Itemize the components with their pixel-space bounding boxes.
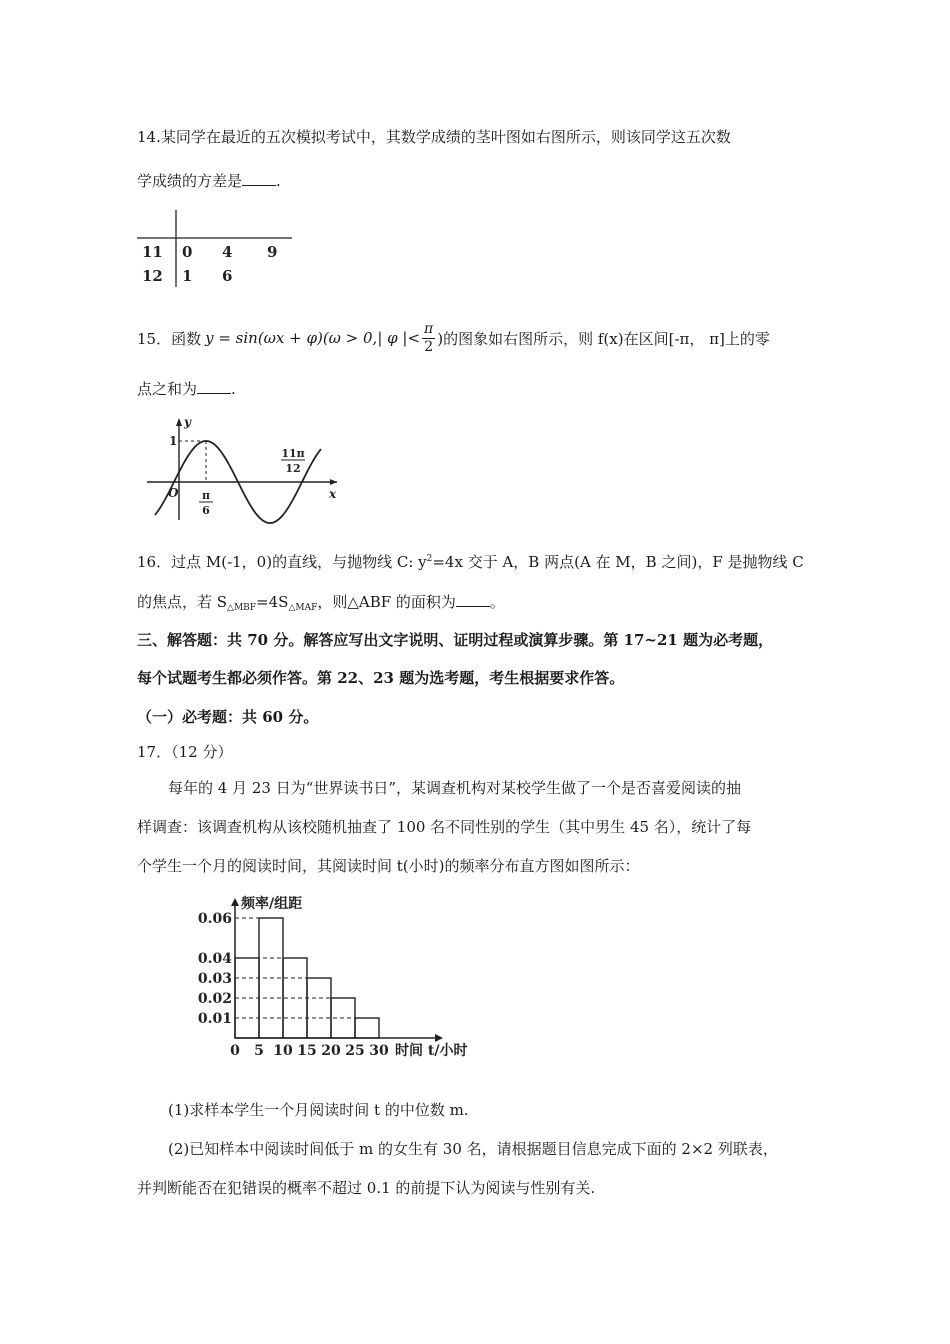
q16-line1-text: 16．过点 M(-1，0)的直线，与抛物线 C: y [137,553,427,571]
y-tick-1: 1 [169,434,178,448]
q16-line1 [137,551,804,572]
q15-line2-text: 点之和为 [137,380,198,398]
x-tick-pi6-den: 6 [202,504,210,517]
histogram [190,888,495,1070]
q15-frac-num: π [424,320,434,337]
hist-x-tick-label: 0 [230,1043,240,1059]
origin-label: O [168,486,179,500]
hist-y-tick-label: 0.03 [197,971,232,987]
histogram-bar [307,978,331,1038]
hist-x-tick-label: 25 [345,1043,365,1059]
q17-part2b: 并判断能否在犯错误的概率不超过 0.1 的前提下认为阅读与性别有关. [137,1179,596,1197]
section3-subheading: （一）必考题：共 60 分。 [137,708,319,726]
q15-frac-den: 2 [424,338,434,355]
q16-sub1: △MBF [227,603,257,613]
x-tick-pi6-num: π [201,489,211,502]
y-axis-arrow [176,418,182,426]
x-axis-arrow [330,479,337,485]
hist-y-tick-label: 0.01 [197,1011,232,1027]
q14-answer-blank [242,185,276,186]
q16-line2-b: =4S [256,593,289,611]
hist-y-arrow [231,898,239,906]
q16-sub2: △MAF [288,603,318,613]
leaf-11-2: 9 [267,243,278,261]
q15-line2-end: . [231,380,236,398]
x-axis-label: x [329,487,337,501]
q14-line1: 14.某同学在最近的五次模拟考试中，其数学成绩的茎叶图如右图所示，则该同学这五次数 [137,128,731,146]
hist-x-tick-label: 5 [254,1043,264,1059]
x-tick-11pi12-num: 11π [281,447,305,460]
q16-answer-blank [456,606,490,607]
leaf-11-1: 4 [222,243,233,261]
hist-x-tick-label: 20 [321,1043,341,1059]
stem-11: 11 [142,243,163,261]
q16-line1-sup: 2 [426,554,433,564]
q17-para3: 个学生一个月的阅读时间，其阅读时间 t(小时)的频率分布直方图如图所示： [137,857,640,875]
hist-y-tick-label: 0.06 [197,911,232,927]
q16-line1-rest: =4x 交于 A，B 两点(A 在 M，B 之间)，F 是抛物线 C [432,553,804,571]
hist-x-tick-label: 10 [273,1043,293,1059]
y-axis-label: y [184,415,191,429]
section3-line1: 三、解答题：共 70 分。解答应写出文字说明、证明过程或演算步骤。第 17~21 题为必考题， [137,631,774,649]
q17-part1: (1)求样本学生一个月阅读时间 t 的中位数 m. [168,1101,469,1119]
q15-text-after: )的图象如右图所示，则 f(x)在区间[-π， π]上的零 [437,329,770,348]
q17-para1: 每年的 4 月 23 日为“世界读书日”，某调查机构对某校学生做了一个是否喜爱阅读的抽 [168,779,742,797]
histogram-bar [355,1018,379,1038]
leaf-12-0: 1 [182,267,193,285]
hist-y-axis-title: 频率/组距 [241,896,303,912]
leaf-11-0: 0 [182,243,193,261]
q16-line2-c: ，则△ABF 的面积为 [317,593,456,611]
stem-leaf-plot [137,200,297,295]
q15-answer-blank [197,393,231,394]
q16-line2 [137,591,505,613]
hist-y-tick-label: 0.04 [197,951,232,967]
q15-formula: y = sin(ωx + φ)(ω > 0,| φ |< [205,329,421,347]
q15-line1 [137,318,770,358]
sine-graph [137,410,352,525]
q17-header: 17．（12 分） [137,743,233,761]
q17-para2: 样调查：该调查机构从该校随机抽查了 100 名不同性别的学生（其中男生 45 名），统计了每 [137,818,752,836]
stem-12: 12 [142,267,163,285]
q15-fraction [422,321,435,356]
q15-number: 15．函数 [137,329,202,348]
q17-part2a: (2)已知样本中阅读时间低于 m 的女生有 30 名，请根据题目信息完成下面的 2×2 列联表， [168,1140,778,1158]
q14-line2 [137,170,281,191]
section3-line2: 每个试题考生都必须作答。第 22、23 题为选考题，考生根据要求作答。 [137,669,625,687]
hist-x-tick-label: 15 [297,1043,317,1059]
q14-line2-end: . [276,172,281,190]
q15-line2 [137,378,236,399]
leaf-12-1: 6 [222,267,233,285]
q16-line2-end: 。 [489,593,505,611]
hist-x-axis-title: 时间 t/小时 [395,1043,468,1059]
q14-line2-text: 学成绩的方差是 [137,172,243,190]
q16-line2-a: 的焦点，若 S [137,593,228,611]
hist-x-arrow [435,1034,443,1042]
x-tick-11pi12-den: 12 [285,462,301,475]
hist-x-tick-label: 30 [369,1043,389,1059]
hist-y-tick-label: 0.02 [197,991,232,1007]
